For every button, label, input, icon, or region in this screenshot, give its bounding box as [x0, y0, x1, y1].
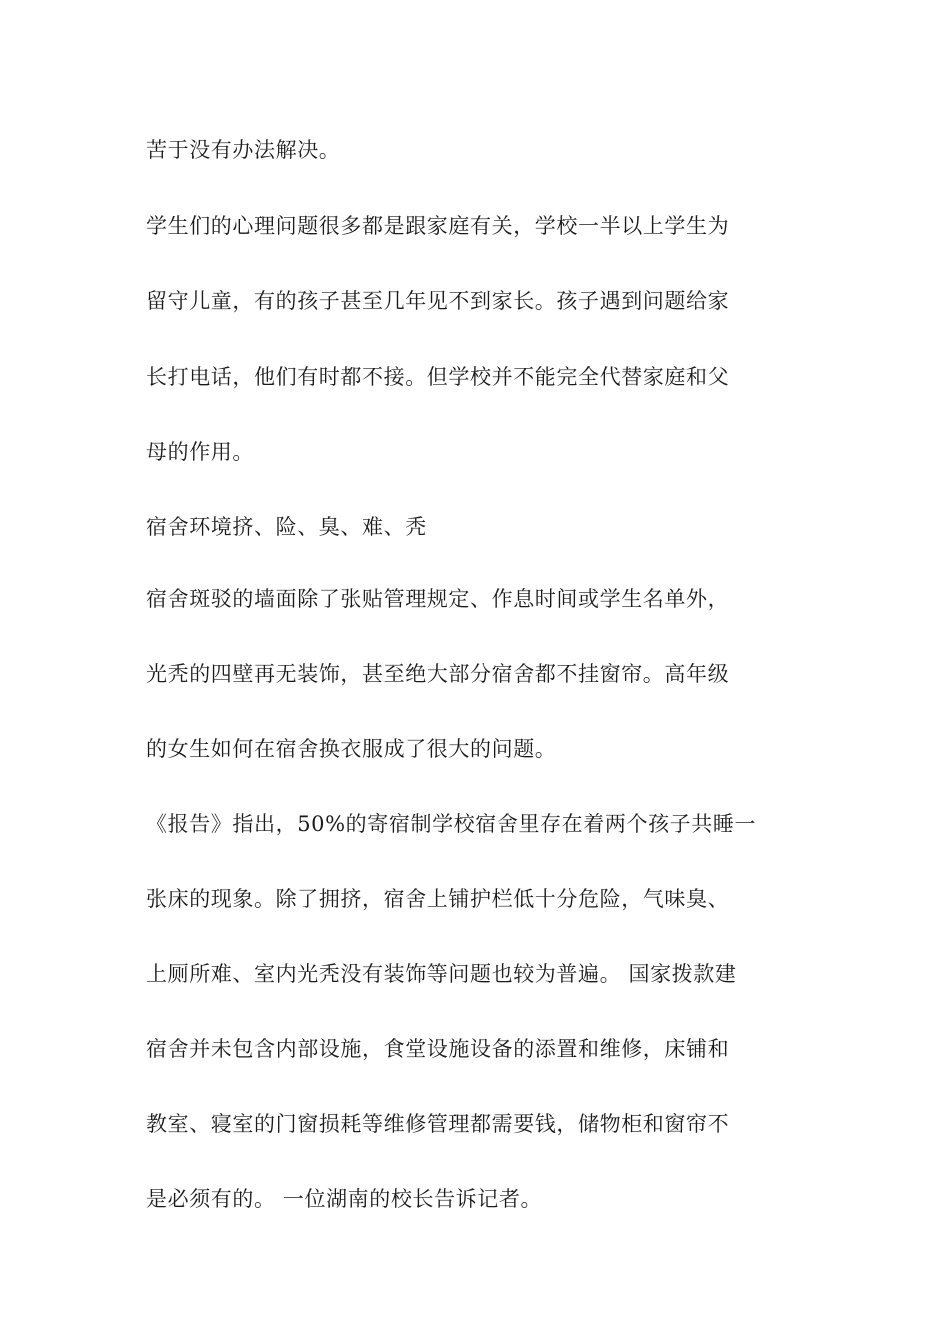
text-line: 宿舍斑驳的墙面除了张贴管理规定、作息时间或学生名单外，: [146, 587, 730, 611]
text-line: 长打电话，他们有时都不接。但学校并不能完全代替家庭和父: [146, 365, 730, 389]
text-line: 教室、寝室的门窗损耗等维修管理都需要钱，储物柜和窗帘不: [146, 1112, 730, 1136]
text-line: 的女生如何在宿舍换衣服成了很大的问题。: [146, 737, 557, 761]
text-line: 上厕所难、室内光秃没有装饰等问题也较为普遍。 国家拨款建: [146, 962, 737, 986]
text-line: 苦于没有办法解决。: [146, 138, 341, 162]
text-line: 是必须有的。 一位湖南的校长告诉记者。: [146, 1187, 543, 1211]
text-line: 留守儿童，有的孩子甚至几年见不到家长。孩子遇到问题给家: [146, 289, 730, 313]
text-line: 张床的现象。除了拥挤，宿舍上铺护栏低十分危险，气味臭、: [146, 887, 730, 911]
text-line: 光秃的四壁再无装饰，甚至绝大部分宿舍都不挂窗帘。高年级: [146, 662, 730, 686]
section-heading: 宿舍环境挤、险、臭、难、秃: [146, 515, 427, 539]
text-line: 宿舍并未包含内部设施，食堂设施设备的添置和维修，床铺和: [146, 1037, 730, 1061]
text-line: 《报告》指出，50%的寄宿制学校宿舍里存在着两个孩子共睡一: [146, 812, 757, 836]
text-line: 学生们的心理问题很多都是跟家庭有关，学校一半以上学生为: [146, 214, 730, 238]
text-line: 母的作用。: [146, 440, 254, 464]
